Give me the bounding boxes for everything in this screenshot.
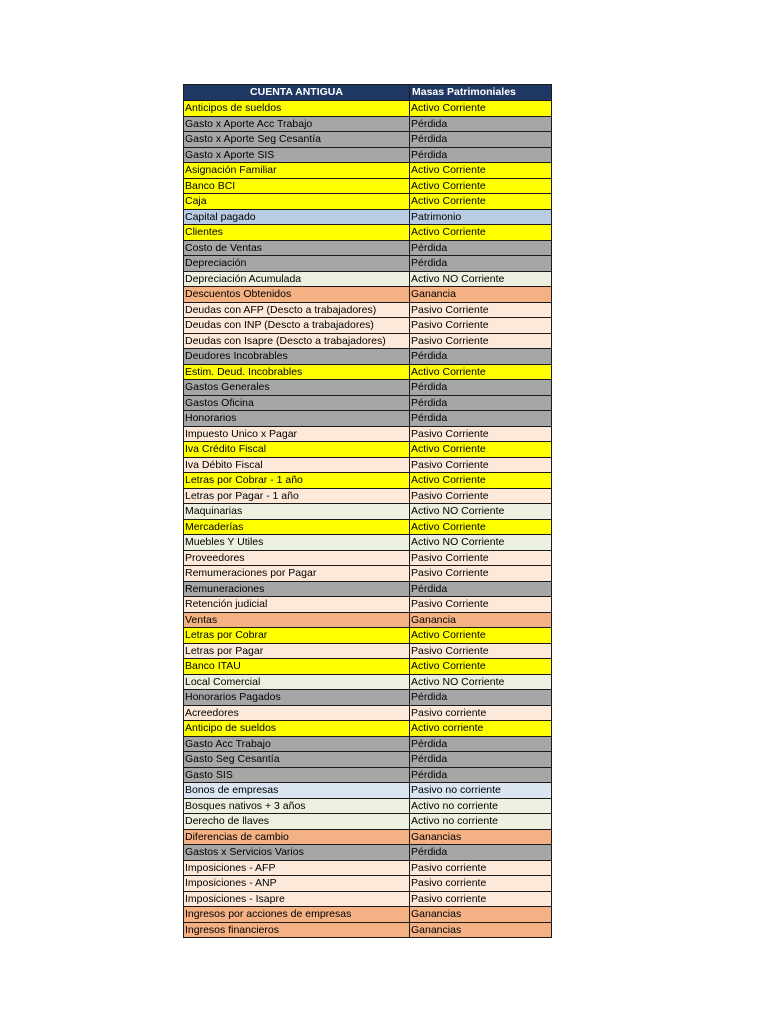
cell-cuenta: Imposiciones - ANP <box>184 876 410 892</box>
header-masas-patrimoniales: Masas Patrimoniales <box>410 85 552 101</box>
table-row <box>184 411 552 427</box>
cell-masa-patrimonial: Pasivo Corriente <box>410 457 552 473</box>
table-row <box>184 349 552 365</box>
cell-cuenta: Bosques nativos + 3 años <box>184 798 410 814</box>
cell-masa-patrimonial: Pérdida <box>410 380 552 396</box>
cell-masa-patrimonial: Pérdida <box>410 132 552 148</box>
cell-cuenta: Clientes <box>184 225 410 241</box>
cell-cuenta: Impuesto Unico x Pagar <box>184 426 410 442</box>
cell-masa-patrimonial: Pérdida <box>410 240 552 256</box>
cell-masa-patrimonial: Pérdida <box>410 845 552 861</box>
table-row <box>184 194 552 210</box>
cell-masa-patrimonial: Pérdida <box>410 581 552 597</box>
table-row <box>184 814 552 830</box>
cell-cuenta: Imposiciones - Isapre <box>184 891 410 907</box>
cell-masa-patrimonial: Pérdida <box>410 395 552 411</box>
cell-masa-patrimonial: Pérdida <box>410 116 552 132</box>
cell-masa-patrimonial: Pérdida <box>410 690 552 706</box>
cell-masa-patrimonial: Ganancia <box>410 287 552 303</box>
cell-masa-patrimonial: Pasivo Corriente <box>410 333 552 349</box>
cell-cuenta: Caja <box>184 194 410 210</box>
cell-masa-patrimonial: Pérdida <box>410 752 552 768</box>
table-row <box>184 752 552 768</box>
cell-cuenta: Local Comercial <box>184 674 410 690</box>
cell-cuenta: Letras por Cobrar <box>184 628 410 644</box>
cell-masa-patrimonial: Pérdida <box>410 736 552 752</box>
cell-masa-patrimonial: Activo Corriente <box>410 364 552 380</box>
cell-masa-patrimonial: Pasivo Corriente <box>410 302 552 318</box>
cell-masa-patrimonial: Pasivo corriente <box>410 860 552 876</box>
cell-masa-patrimonial: Activo Corriente <box>410 473 552 489</box>
cell-cuenta: Honorarios <box>184 411 410 427</box>
cell-masa-patrimonial: Pérdida <box>410 767 552 783</box>
cell-masa-patrimonial: Activo Corriente <box>410 659 552 675</box>
table-row <box>184 628 552 644</box>
cell-masa-patrimonial: Activo NO Corriente <box>410 504 552 520</box>
cell-cuenta: Estim. Deud. Incobrables <box>184 364 410 380</box>
cell-cuenta: Imposiciones - AFP <box>184 860 410 876</box>
cell-cuenta: Gasto SIS <box>184 767 410 783</box>
cell-masa-patrimonial: Activo Corriente <box>410 519 552 535</box>
cell-cuenta: Muebles Y Utiles <box>184 535 410 551</box>
cell-cuenta: Maquinarias <box>184 504 410 520</box>
table-row <box>184 535 552 551</box>
cell-cuenta: Deudas con Isapre (Descto a trabajadores) <box>184 333 410 349</box>
cell-cuenta: Gasto x Aporte Acc Trabajo <box>184 116 410 132</box>
cell-masa-patrimonial: Patrimonio <box>410 209 552 225</box>
cell-masa-patrimonial: Pérdida <box>410 147 552 163</box>
cell-masa-patrimonial: Activo Corriente <box>410 101 552 117</box>
cell-cuenta: Letras por Pagar <box>184 643 410 659</box>
table-row <box>184 845 552 861</box>
table-row <box>184 519 552 535</box>
cell-cuenta: Gastos Oficina <box>184 395 410 411</box>
table-row <box>184 116 552 132</box>
cell-cuenta: Ingresos por acciones de empresas <box>184 907 410 923</box>
cell-cuenta: Gastos x Servicios Varios <box>184 845 410 861</box>
cell-cuenta: Anticipos de sueldos <box>184 101 410 117</box>
cell-cuenta: Gastos Generales <box>184 380 410 396</box>
table-row <box>184 442 552 458</box>
cell-masa-patrimonial: Activo Corriente <box>410 163 552 179</box>
cell-cuenta: Iva Débito Fiscal <box>184 457 410 473</box>
cell-cuenta: Letras por Pagar - 1 año <box>184 488 410 504</box>
cell-masa-patrimonial: Activo Corriente <box>410 194 552 210</box>
cell-cuenta: Deudas con AFP (Descto a trabajadores) <box>184 302 410 318</box>
cell-masa-patrimonial: Pasivo no corriente <box>410 783 552 799</box>
cell-cuenta: Depreciación Acumulada <box>184 271 410 287</box>
table-row <box>184 318 552 334</box>
cell-cuenta: Derecho de llaves <box>184 814 410 830</box>
cell-masa-patrimonial: Pasivo Corriente <box>410 426 552 442</box>
table-row <box>184 132 552 148</box>
table-row <box>184 550 552 566</box>
table-row <box>184 240 552 256</box>
cell-masa-patrimonial: Ganancia <box>410 612 552 628</box>
cell-masa-patrimonial: Pasivo corriente <box>410 891 552 907</box>
table-row <box>184 271 552 287</box>
cell-cuenta: Descuentos Obtenidos <box>184 287 410 303</box>
cell-cuenta: Remumeraciones por Pagar <box>184 566 410 582</box>
table-row <box>184 659 552 675</box>
cell-masa-patrimonial: Pasivo Corriente <box>410 566 552 582</box>
table-row <box>184 767 552 783</box>
table-row <box>184 504 552 520</box>
cell-cuenta: Asignación Familiar <box>184 163 410 179</box>
cell-cuenta: Depreciación <box>184 256 410 272</box>
cell-masa-patrimonial: Activo NO Corriente <box>410 535 552 551</box>
cell-cuenta: Mercaderías <box>184 519 410 535</box>
table-row <box>184 783 552 799</box>
cell-masa-patrimonial: Pasivo Corriente <box>410 488 552 504</box>
accounts-table <box>183 84 552 938</box>
table-row <box>184 178 552 194</box>
table-row <box>184 907 552 923</box>
cell-masa-patrimonial: Activo no corriente <box>410 798 552 814</box>
table-row <box>184 426 552 442</box>
cell-masa-patrimonial: Activo no corriente <box>410 814 552 830</box>
table-row <box>184 473 552 489</box>
cell-masa-patrimonial: Activo Corriente <box>410 225 552 241</box>
cell-cuenta: Ingresos financieros <box>184 922 410 938</box>
cell-masa-patrimonial: Activo Corriente <box>410 178 552 194</box>
cell-cuenta: Costo de Ventas <box>184 240 410 256</box>
table-row <box>184 209 552 225</box>
table-row <box>184 287 552 303</box>
cell-cuenta: Iva Crédito Fiscal <box>184 442 410 458</box>
table-row <box>184 922 552 938</box>
table-row <box>184 302 552 318</box>
cell-masa-patrimonial: Activo NO Corriente <box>410 271 552 287</box>
cell-masa-patrimonial: Pasivo Corriente <box>410 318 552 334</box>
table-row <box>184 333 552 349</box>
table-row <box>184 829 552 845</box>
table-row <box>184 690 552 706</box>
table-row <box>184 860 552 876</box>
table-row <box>184 101 552 117</box>
table-row <box>184 612 552 628</box>
cell-masa-patrimonial: Pasivo Corriente <box>410 550 552 566</box>
cell-masa-patrimonial: Ganancias <box>410 922 552 938</box>
table-row <box>184 457 552 473</box>
cell-cuenta: Banco BCI <box>184 178 410 194</box>
cell-cuenta: Gasto Seg Cesantía <box>184 752 410 768</box>
table-row <box>184 566 552 582</box>
table-row <box>184 643 552 659</box>
table-row <box>184 488 552 504</box>
header-cuenta-antigua: CUENTA ANTIGUA <box>184 85 410 101</box>
cell-cuenta: Acreedores <box>184 705 410 721</box>
cell-cuenta: Diferencias de cambio <box>184 829 410 845</box>
cell-masa-patrimonial: Pérdida <box>410 411 552 427</box>
cell-masa-patrimonial: Pasivo corriente <box>410 876 552 892</box>
cell-masa-patrimonial: Ganancias <box>410 829 552 845</box>
table-header <box>184 85 552 101</box>
table-row <box>184 705 552 721</box>
cell-masa-patrimonial: Pasivo Corriente <box>410 643 552 659</box>
cell-cuenta: Remuneraciones <box>184 581 410 597</box>
table-row <box>184 674 552 690</box>
table-row <box>184 395 552 411</box>
header-row <box>184 85 552 101</box>
table-row <box>184 876 552 892</box>
table-row <box>184 364 552 380</box>
cell-masa-patrimonial: Activo Corriente <box>410 442 552 458</box>
cell-cuenta: Banco ITAU <box>184 659 410 675</box>
cell-cuenta: Honorarios Pagados <box>184 690 410 706</box>
table-row <box>184 736 552 752</box>
cell-cuenta: Gasto Acc Trabajo <box>184 736 410 752</box>
table-row <box>184 256 552 272</box>
table-row <box>184 891 552 907</box>
table-body <box>184 101 552 938</box>
cell-masa-patrimonial: Activo Corriente <box>410 628 552 644</box>
cell-cuenta: Gasto x Aporte SIS <box>184 147 410 163</box>
table-row <box>184 581 552 597</box>
cell-masa-patrimonial: Ganancias <box>410 907 552 923</box>
cell-masa-patrimonial: Activo corriente <box>410 721 552 737</box>
table-row <box>184 380 552 396</box>
cell-masa-patrimonial: Pérdida <box>410 349 552 365</box>
cell-masa-patrimonial: Activo NO Corriente <box>410 674 552 690</box>
cell-cuenta: Deudores Incobrables <box>184 349 410 365</box>
cell-cuenta: Anticipo de sueldos <box>184 721 410 737</box>
cell-cuenta: Capital pagado <box>184 209 410 225</box>
table-row <box>184 597 552 613</box>
table-row <box>184 163 552 179</box>
cell-cuenta: Deudas con INP (Descto a trabajadores) <box>184 318 410 334</box>
cell-cuenta: Retención judicial <box>184 597 410 613</box>
cell-cuenta: Letras por Cobrar - 1 año <box>184 473 410 489</box>
table-row <box>184 721 552 737</box>
cell-cuenta: Gasto x Aporte Seg Cesantía <box>184 132 410 148</box>
table-row <box>184 225 552 241</box>
cell-masa-patrimonial: Pasivo corriente <box>410 705 552 721</box>
cell-masa-patrimonial: Pasivo Corriente <box>410 597 552 613</box>
table-row <box>184 798 552 814</box>
cell-masa-patrimonial: Pérdida <box>410 256 552 272</box>
table-row <box>184 147 552 163</box>
cell-cuenta: Ventas <box>184 612 410 628</box>
cell-cuenta: Bonos de empresas <box>184 783 410 799</box>
cell-cuenta: Proveedores <box>184 550 410 566</box>
